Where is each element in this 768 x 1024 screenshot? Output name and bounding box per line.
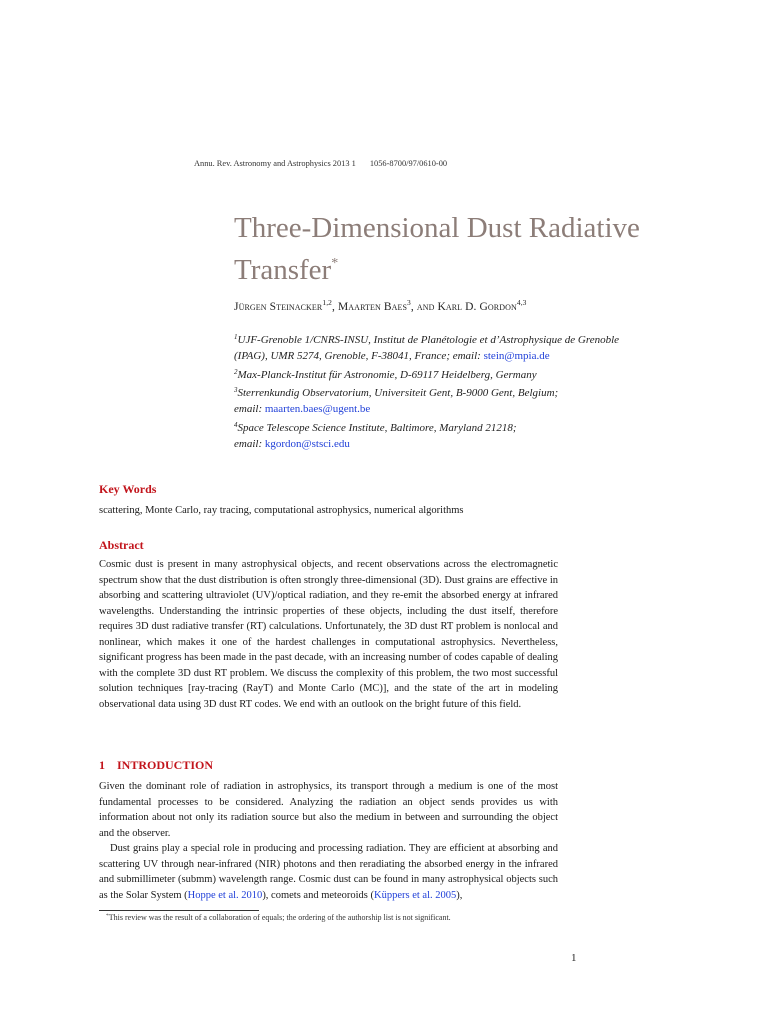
abstract-text: Cosmic dust is present in many astrophysical objects, and recent observations across the electromagnetic spectrum show that the dust distribution is often strongly three-dimensional (3D). Dust grains are effective in absorbing and scattering ultraviolet (UV)/optical radiation, and they re-emit the absorbed energy at infrared wavelengths. Understanding the intrinsic properties of these objects, including the dust itself, therefore requires 3D dust radiative transfer (RT) calculations. Unfortunately, the 3D dust RT problem is nonlocal and nonlinear, which makes it one of the hardest challenges in computational astrophysics. Nevertheless, significant progress has been made in the past decade, with an increasing number of codes capable of dealing with the complete 3D dust RT problem. We discuss the complexity of this problem, the two most successful solution techniques [ray-tracing (RayT) and Monte Carlo (MC)], and the state of the art in modeling observational data using 3D dust RT codes. We end with an outlook on the bright future of this field. [99,559,558,710]
author-2-affil: 3 [407,298,411,307]
author-3: Karl D. Gordon [437,301,517,313]
section-title: INTRODUCTION [117,758,214,772]
footnote-divider [99,910,259,911]
affiliation-4: $^4$Space Telescope Science Institute, Baltimore, Maryland 21218; [234,420,517,434]
author-conjunction: and [416,301,438,313]
footnote-text: This review was the result of a collaboration of equals; the ordering of the authorship list is not significant. [108,913,451,922]
affiliation-4-email: email: kgordon@stsci.edu [234,437,350,450]
paper-title-text: Three-Dimensional Dust Radiative Transfer [234,212,640,286]
section-number: 1 [99,758,105,772]
email-link-steinacker[interactable]: stein@mpia.de [483,349,550,362]
author-list: Jürgen Steinacker$^{1,2}$, Maarten Baes$^3$, and Karl D. Gordon$^{4,3}$ [234,298,527,313]
author-1-affil: 1,2 [322,298,333,307]
citation-link-hoppe[interactable]: Hoppe et al. 2010 [187,889,263,901]
affiliation-3-email: email: maarten.baes@ugent.be [234,403,371,416]
footnote [106,913,451,922]
paper-title [234,210,654,288]
title-footnote-marker: * [331,256,339,271]
affiliation-1: $^1$UJF-Grenoble 1/CNRS-INSU, Institut de Planétologie et d’Astrophysique de Grenoble (IPAG), UMR 5274, Grenoble, F-38041, France; email: stein@mpia.de [234,333,620,362]
email-link-gordon[interactable]: kgordon@stsci.edu [264,437,350,450]
affiliations [234,330,654,453]
intro-paragraph-2: Dust grains play a special role in producing and processing radiation. They are efficient at absorbing and scattering UV through near-infrared (NIR) photons and then reradiating the absorbed energy in the infrared and submillimeter (submm) wavelength range. Cosmic dust can be found in many astrophysical objects such as the Solar System (Hoppe et al. 2010), comets and meteoroids (Küppers et al. 2005), [99,843,558,901]
footnote-marker: * [106,913,109,919]
page-number: 1 [571,952,577,964]
affiliation-3: $^3$Sterrenkundig Observatorium, Universiteit Gent, B-9000 Gent, Belgium; [234,386,559,400]
journal-citation: Annu. Rev. Astronomy and Astrophysics 2013 1 [194,159,356,168]
author-3-affil: 4,3 [516,298,527,307]
abstract-heading: Abstract [99,538,144,552]
section-heading-introduction [99,758,213,773]
journal-code: 1056-8700/97/0610-00 [369,159,448,168]
affiliation-2: $^2$Max-Planck-Institut für Astronomie, D-69117 Heidelberg, Germany [234,367,537,381]
intro-paragraph-1: Given the dominant role of radiation in astrophysics, its transport through a medium is one of the most fundamental processes to be considered. Analyzing the radiation an object sends provides us with information about not only its radiation source but also the medium in between and surrounding the object and the observer. [99,781,558,839]
citation-link-kuppers[interactable]: Küppers et al. 2005 [374,889,457,901]
author-1: Jürgen Steinacker [234,301,323,313]
author-2: Maarten Baes [337,301,408,313]
running-header [194,159,447,168]
email-link-baes[interactable]: maarten.baes@ugent.be [264,403,371,416]
keywords-text: scattering, Monte Carlo, ray tracing, computational astrophysics, numerical algorithms [99,505,464,516]
keywords-heading: Key Words [99,482,157,496]
